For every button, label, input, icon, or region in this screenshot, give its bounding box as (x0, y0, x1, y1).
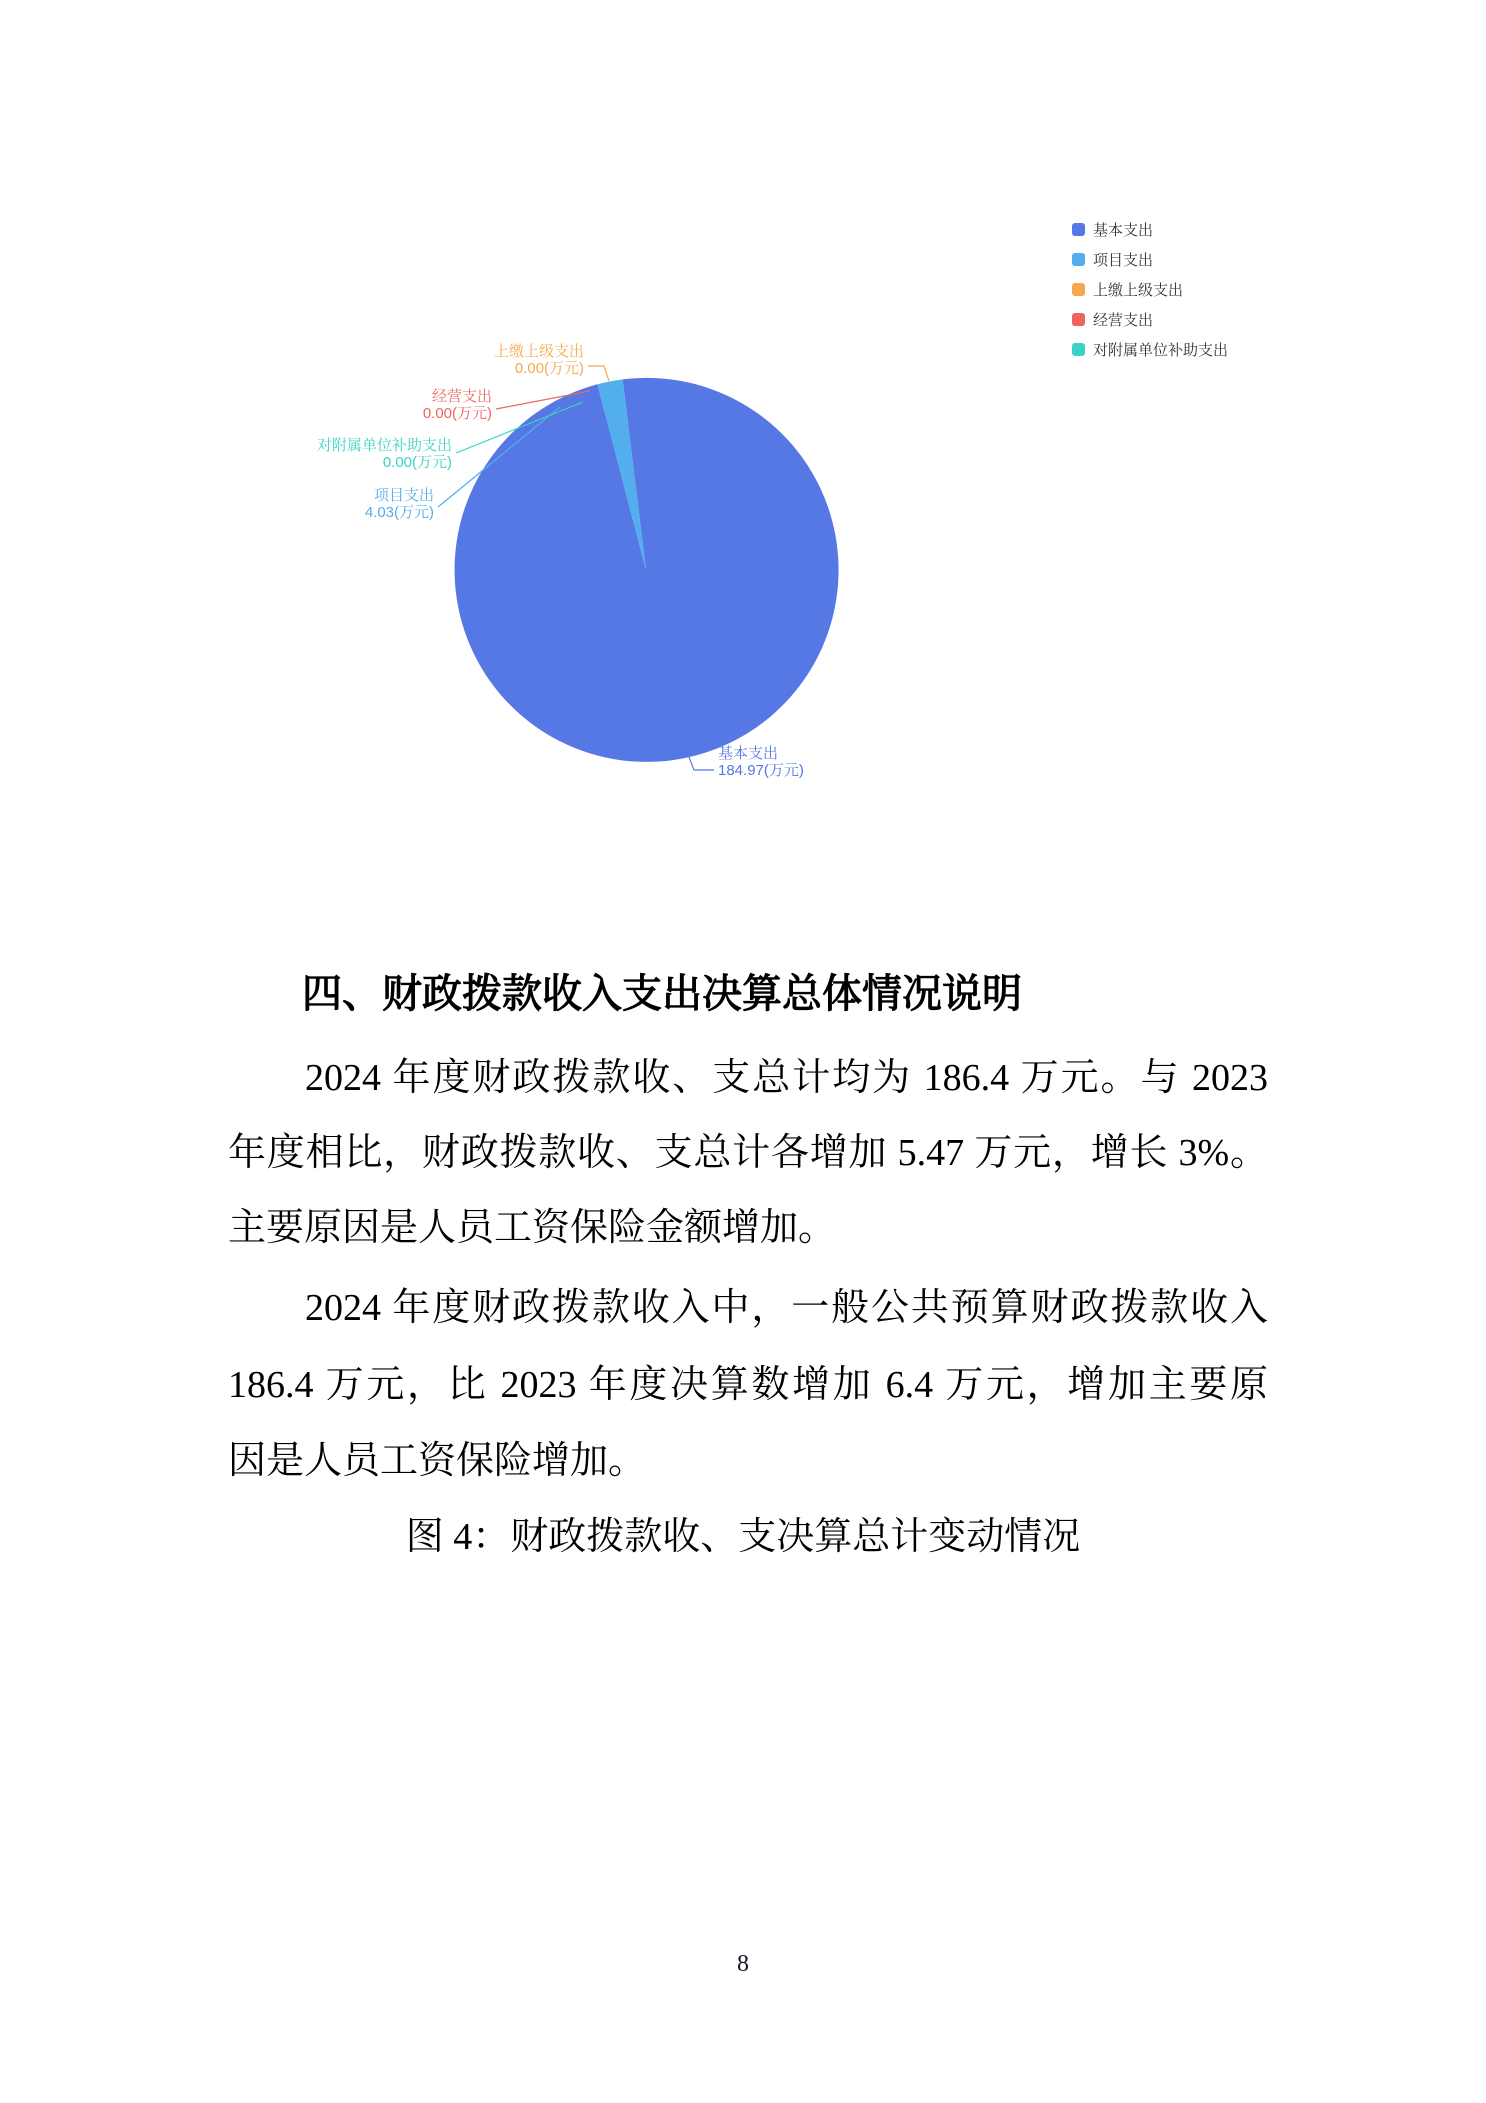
legend-swatch-subsidy (1072, 343, 1085, 356)
pie-slice-0[interactable] (455, 378, 839, 762)
chart-legend (1072, 214, 1228, 364)
page-number: 8 (737, 1951, 749, 1977)
legend-item-subsidy[interactable] (1072, 334, 1228, 364)
paragraph-1-line-2: 年度相比，财政拨款收、支总计各增加 5.47 万元，增长 3%。 (228, 1132, 1268, 1174)
legend-label-project: 项目支出 (1093, 251, 1154, 269)
paragraph-1-line-3: 主要原因是人员工资保险金额增加。 (228, 1207, 837, 1249)
pie-slices (455, 378, 839, 762)
paragraph-2-line-3: 因是人员工资保险增加。 (228, 1440, 647, 1482)
figure-caption: 图 4：财政拨款收、支决算总计变动情况 (405, 1516, 1081, 1558)
pie-label-subsidy-name: 对附属单位补助支出 (316, 437, 452, 454)
paragraph-2-line-1: 2024 年度财政拨款收入中，一般公共预算财政拨款收入 (305, 1287, 1268, 1329)
legend-item-upper-level[interactable] (1072, 274, 1228, 304)
legend-swatch-project (1072, 253, 1085, 266)
pie-label-subsidy-value: 0.00(万元) (382, 454, 452, 471)
pie-label-basic-value: 184.97(万元) (718, 762, 804, 779)
paragraph-2-line-2: 186.4 万元，比 2023 年度决算数增加 6.4 万元，增加主要原 (228, 1364, 1268, 1406)
legend-item-operating[interactable] (1072, 304, 1228, 334)
leader-line-upper-level (588, 366, 609, 381)
legend-label-operating: 经营支出 (1093, 311, 1154, 329)
pie-label-operating-name: 经营支出 (431, 388, 492, 405)
pie-label-project-value: 4.03(万元) (364, 504, 434, 521)
pie-label-basic-name: 基本支出 (718, 745, 779, 762)
legend-item-basic[interactable] (1072, 214, 1228, 244)
legend-swatch-upper-level (1072, 283, 1085, 296)
legend-item-project[interactable] (1072, 244, 1228, 274)
legend-swatch-operating (1072, 313, 1085, 326)
pie-label-project-name: 项目支出 (373, 487, 434, 504)
pie-label-operating-value: 0.00(万元) (422, 405, 492, 422)
expenditure-pie-chart (0, 0, 1486, 880)
paragraph-1-line-1: 2024 年度财政拨款收、支总计均为 186.4 万元。与 2023 (305, 1057, 1268, 1099)
legend-label-subsidy: 对附属单位补助支出 (1093, 341, 1229, 359)
pie-label-upper-level-value: 0.00(万元) (514, 360, 584, 377)
legend-label-basic: 基本支出 (1093, 221, 1154, 239)
legend-label-upper-level: 上缴上级支出 (1093, 281, 1184, 299)
legend-swatch-basic (1072, 223, 1085, 236)
pie-label-upper-level-name: 上缴上级支出 (493, 343, 584, 360)
section-heading: 四、财政拨款收入支出决算总体情况说明 (302, 972, 1022, 1016)
